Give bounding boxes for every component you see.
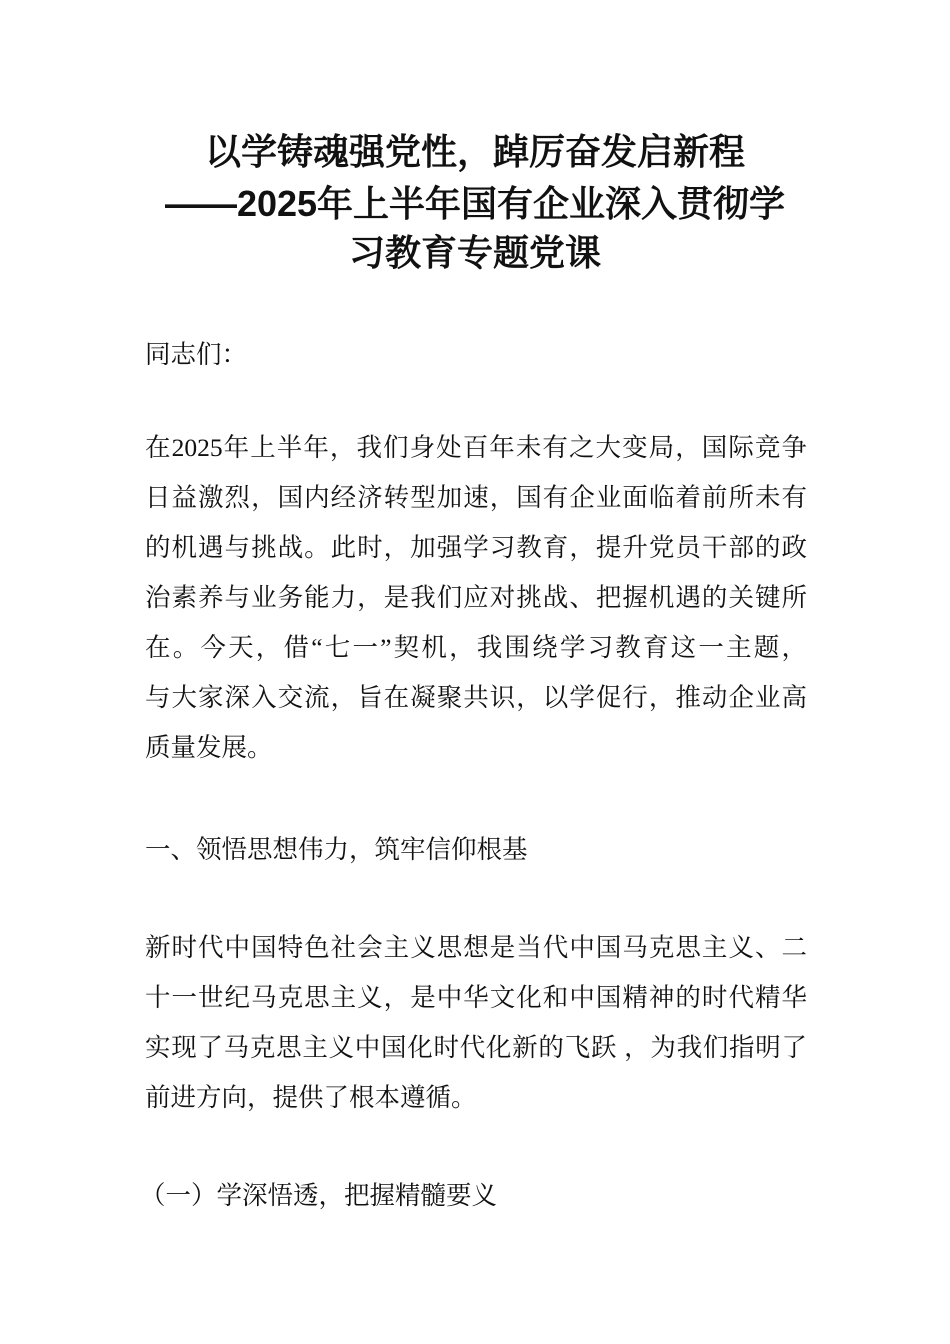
section-heading: 一、领悟思想伟力，筑牢信仰根基 xyxy=(145,835,528,864)
salutation: 同志们： xyxy=(145,340,248,369)
paragraph-line: 与大家深入交流，旨在凝聚共识，以学促行，推动企业高 xyxy=(145,683,807,712)
paragraph-line: 新时代中国特色社会主义思想是当代中国马克思主义、二 xyxy=(145,933,807,962)
paragraph-line: 日益激烈，国内经济转型加速，国有企业面临着前所未有 xyxy=(145,483,807,512)
paragraph-line: 十一世纪马克思主义，是中华文化和中国精神的时代精华 xyxy=(145,983,807,1012)
title-line: 习教育专题党课 xyxy=(348,232,601,273)
title-line: ——2025年上半年国有企业深入贯彻学 xyxy=(164,183,786,224)
paragraph-line: 实现了马克思主义中国化时代化新的飞跃 ，为我们指明了 xyxy=(145,1033,807,1062)
paragraph-line: 治素养与业务能力，是我们应对挑战、把握机遇的关键所 xyxy=(145,583,807,612)
title-line: 以学铸魂强党性，踔厉奋发启新程 xyxy=(204,131,745,172)
paragraph-line: 的机遇与挑战。此时，加强学习教育，提升党员干部的政 xyxy=(145,533,807,562)
paragraph-line: 前进方向，提供了根本遵循。 xyxy=(145,1083,477,1112)
paragraph-line: 在。今天，借“七一”契机，我围绕学习教育这一主题， xyxy=(145,633,807,662)
paragraph-line: 质量发展。 xyxy=(145,733,273,762)
paragraph-line: 在2025年上半年，我们身处百年未有之大变局，国际竞争 xyxy=(145,433,807,462)
subsection-heading: （一）学深悟透，把握精髓要义 xyxy=(140,1181,498,1210)
